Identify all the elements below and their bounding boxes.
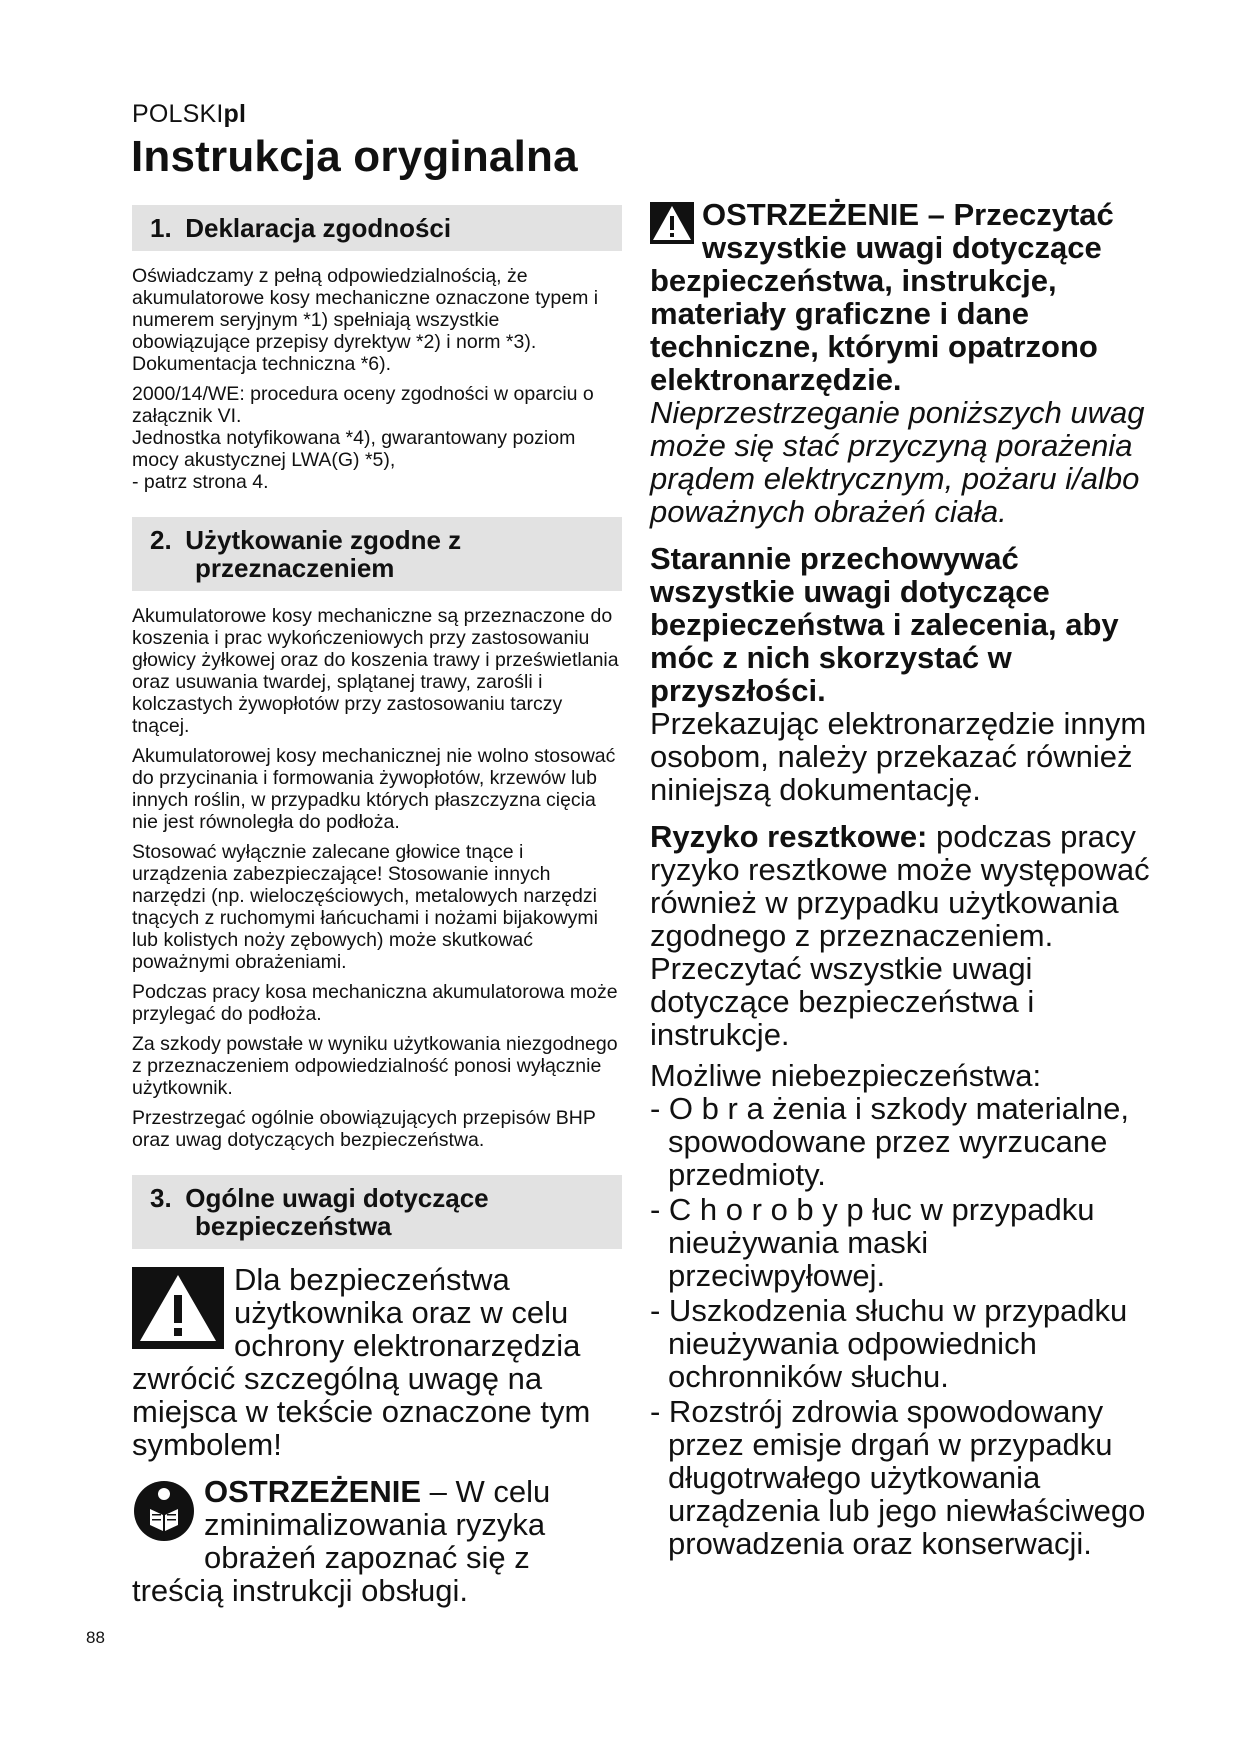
section-3-number: 3.: [150, 1183, 172, 1213]
section-2-paragraph: Stosować wyłącznie zalecane głowice tnące i urządzenia zabezpieczające! Stosowanie innych narzędzi (np. wieloczęściowych, metalowych narzędzi tnących z ruchomymi łańcuchami i nożami bijakowymi lub kolistych noży zębowych) może skutkować poważnymi obrażeniami.: [132, 841, 598, 973]
general-warning-text: OSTRZEŻENIE – Przeczytać wszystkie uwagi dotyczące bezpieczeństwa, instrukcje, materiały graficzne i dane techniczne, którymi opatrzono elektronarzędzie.: [650, 197, 1114, 397]
section-1-heading: [132, 205, 622, 251]
manual-warning-text: [132, 1475, 622, 1607]
section-2-paragraph: Akumulatorowe kosy mechaniczne są przeznaczone do koszenia i prac wykończeniowych przy zastosowaniu głowicy żyłkowej oraz do koszenia trawy i prześwietlania oraz usuwania twardej, splątanej trawy, zarośli i kolczastych żywopłotów przy zastosowaniu tarczy tnącej.: [132, 605, 619, 737]
hazard-item: - Uszkodzenia słuchu w przypadku nieużywania odpowiednich ochronników słuchu.: [650, 1293, 1128, 1394]
general-warning: [650, 198, 1150, 396]
section-2-title-line2: przeznaczeniem: [195, 553, 395, 583]
section-1-number: 1.: [150, 213, 172, 243]
language-label: [132, 100, 246, 129]
hazards-list: [650, 1092, 1150, 1560]
section-2-heading: [132, 517, 622, 591]
residual-risk-body: podczas pracy ryzyko resztkowe może występować również w przypadku użytkowania zgodnego z przeznaczeniem. Przeczytać wszystkie uwagi dotyczące bezpieczeństwa i instrukcje.: [650, 819, 1150, 1052]
left-column: [132, 205, 622, 1607]
general-warning-consequence: Nieprzestrzeganie poniższych uwag może się stać przyczyną porażenia prądem elektrycznym, pożaru i/albo poważnych obrażeń ciała.: [650, 395, 1145, 529]
section-2-number: 2.: [150, 525, 172, 555]
document-title: Instrukcja oryginalna: [131, 132, 578, 181]
manual-warning-body: – W celu zminimalizowania ryzyka obrażeń zapoznać się z treścią instrukcji obsługi.: [132, 1474, 551, 1608]
section-3-title-line2: bezpieczeństwa: [195, 1211, 392, 1241]
language-code: pl: [223, 100, 247, 128]
section-3-title-line1: Ogólne uwagi dotyczące: [185, 1183, 489, 1213]
hazards-title: Możliwe niebezpieczeństwa:: [650, 1058, 1042, 1093]
section-1-paragraph: Jednostka notyfikowana *4), gwarantowany poziom mocy akustycznej LWA(G) *5),: [132, 427, 576, 471]
read-manual-icon: [132, 1479, 200, 1543]
section-2-paragraph: Podczas pracy kosa mechaniczna akumulatorowa może przylegać do podłoża.: [132, 981, 618, 1025]
residual-risk-text: [650, 820, 1150, 1051]
manual-warning-label: OSTRZEŻENIE: [204, 1474, 422, 1509]
section-2-title-line1: Użytkowanie zgodne z: [185, 525, 462, 555]
hazard-item: - C h o r o b y p łuc w przypadku nieużywania maski przeciwpyłowej.: [650, 1192, 1095, 1293]
right-column: [650, 198, 1150, 1562]
section-2-paragraph: Akumulatorowej kosy mechanicznej nie wolno stosować do przycinania i formowania żywopłotów, krzewów lub innych roślin, w przypadku których płaszczyzna cięcia nie jest równoległa do podłoża.: [132, 745, 616, 833]
section-1-paragraph: - patrz strona 4.: [132, 471, 269, 493]
section-1-paragraph: Oświadczamy z pełną odpowiedzialnością, że akumulatorowe kosy mechaniczne oznaczone typem i numerem seryjnym *1) spełniają wszystkie obowiązujące przepisy dyrektyw *2) i norm *3). Dokumentacja techniczna *6).: [132, 265, 599, 375]
hazard-item: - Rozstrój zdrowia spowodowany przez emisje drgań w przypadku długotrwałego użytkowania urządzenia lub jego niewłaściwego prowadzenia oraz konserwacji.: [650, 1394, 1146, 1561]
residual-risk-label: Ryzyko resztkowe:: [650, 819, 928, 854]
safety-symbol-text: Dla bezpieczeństwa użytkownika oraz w celu ochrony elektronarzędzia zwrócić szczególną uwagę na miejsca w tekście oznaczone tym symbolem!: [132, 1262, 591, 1462]
handover-text: Przekazując elektronarzędzie innym osobom, należy przekazać również niniejszą dokumentację.: [650, 706, 1147, 807]
language-prefix: POLSKI: [132, 100, 224, 128]
keep-instructions-text: Starannie przechowywać wszystkie uwagi dotyczące bezpieczeństwa i zalecenia, aby móc z nich skorzystać w przyszłości.: [650, 541, 1119, 708]
section-1-paragraph: 2000/14/WE: procedura oceny zgodności w oparciu o załącznik VI.: [132, 383, 594, 427]
section-1-title: Deklaracja zgodności: [185, 213, 452, 243]
warning-triangle-icon: [650, 202, 694, 244]
manual-warning: [132, 1475, 622, 1607]
page-number: 88: [86, 1628, 105, 1647]
safety-symbol-note: [132, 1263, 622, 1461]
section-3-heading: [132, 1175, 622, 1249]
section-2-paragraph: Za szkody powstałe w wyniku użytkowania niezgodnego z przeznaczeniem odpowiedzialność ponosi wyłącznie użytkownik.: [132, 1033, 618, 1099]
section-2-paragraph: Przestrzegać ogólnie obowiązujących przepisów BHP oraz uwag dotyczących bezpieczeństwa.: [132, 1107, 596, 1151]
warning-triangle-icon: [132, 1267, 224, 1349]
hazard-item: - O b r a żenia i szkody materialne, spowodowane przez wyrzucane przedmioty.: [650, 1091, 1129, 1192]
